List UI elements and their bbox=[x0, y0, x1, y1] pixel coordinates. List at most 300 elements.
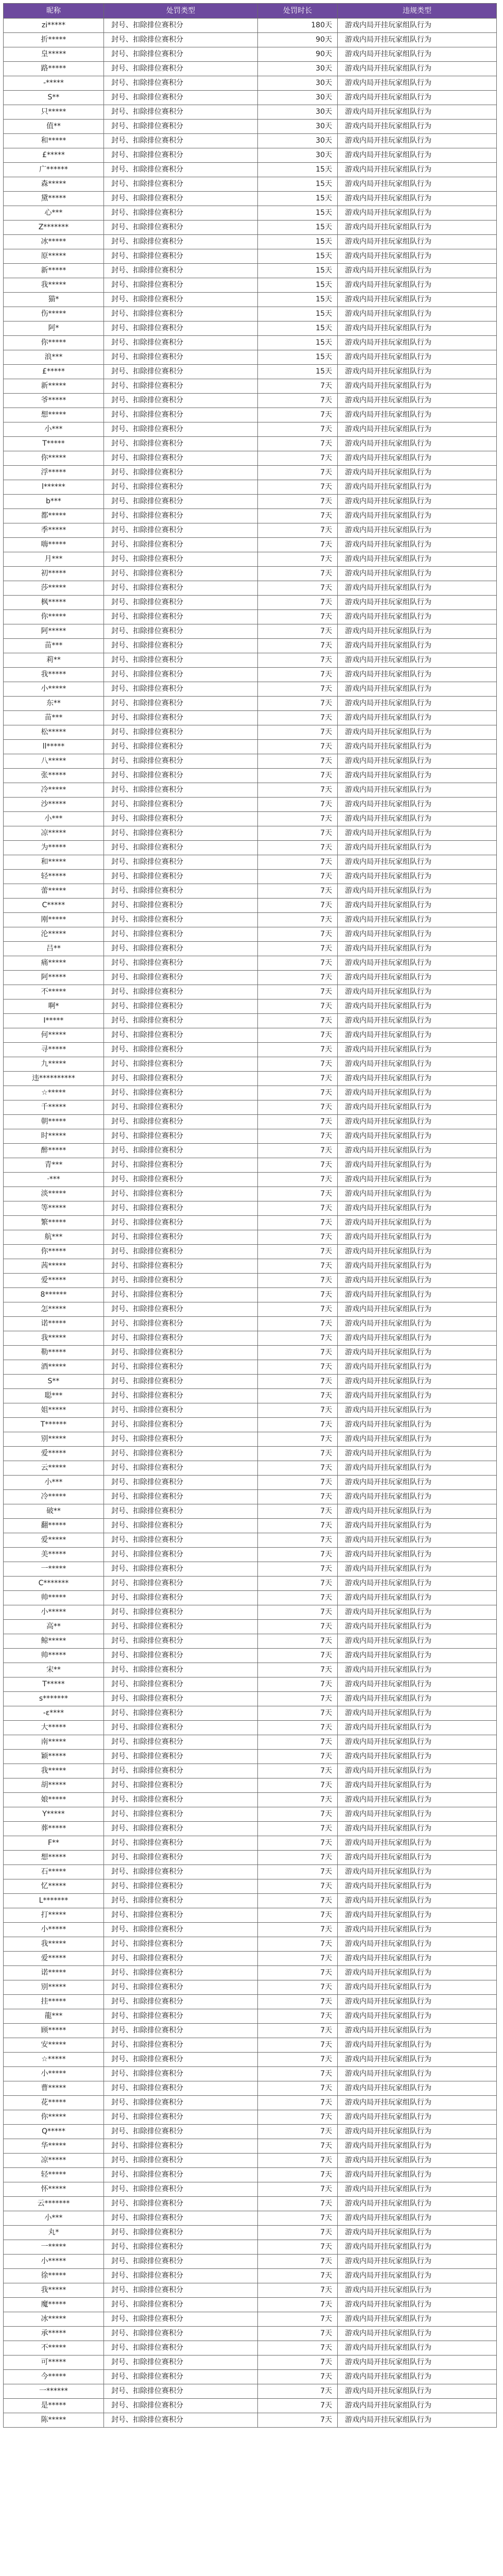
table-row bbox=[4, 913, 497, 927]
punishment-cell: 封号、扣除排位赛积分 bbox=[104, 1735, 258, 1750]
punishment-cell: 封号、扣除排位赛积分 bbox=[104, 249, 258, 264]
table-row bbox=[4, 509, 497, 523]
duration-cell: 7天 bbox=[258, 1721, 338, 1735]
nickname-cell: 莎***** bbox=[4, 581, 104, 596]
punishment-cell: 封号、扣除排位赛积分 bbox=[104, 1908, 258, 1923]
nickname-cell: -***** bbox=[4, 76, 104, 91]
punishment-cell: 封号、扣除排位赛积分 bbox=[104, 1129, 258, 1144]
duration-cell: 7天 bbox=[258, 798, 338, 812]
duration-cell: 7天 bbox=[258, 2096, 338, 2110]
nickname-cell: 我***** bbox=[4, 1764, 104, 1778]
nickname-cell: s******* bbox=[4, 1692, 104, 1706]
violation-cell: 游戏内局开挂玩家组队行为 bbox=[338, 1879, 497, 1894]
duration-cell: 15天 bbox=[258, 365, 338, 379]
punishment-cell: 封号、扣除排位赛积分 bbox=[104, 999, 258, 1014]
duration-cell: 7天 bbox=[258, 1187, 338, 1201]
nickname-cell: 美***** bbox=[4, 1548, 104, 1562]
duration-cell: 15天 bbox=[258, 307, 338, 321]
violation-cell: 游戏内局开挂玩家组队行为 bbox=[338, 1822, 497, 1836]
punishment-cell: 封号、扣除排位赛积分 bbox=[104, 1793, 258, 1807]
table-row bbox=[4, 495, 497, 509]
punishment-cell: 封号、扣除排位赛积分 bbox=[104, 552, 258, 567]
punishment-cell: 封号、扣除排位赛积分 bbox=[104, 509, 258, 523]
nickname-cell: 你***** bbox=[4, 451, 104, 466]
table-row bbox=[4, 1980, 497, 1995]
nickname-cell: 挂***** bbox=[4, 1995, 104, 2009]
punishment-cell: 封号、扣除排位赛积分 bbox=[104, 2168, 258, 2182]
table-row bbox=[4, 134, 497, 148]
violation-cell: 游戏内局开挂玩家组队行为 bbox=[338, 437, 497, 451]
punishment-cell: 封号、扣除排位赛积分 bbox=[104, 2053, 258, 2067]
duration-cell: 7天 bbox=[258, 1014, 338, 1028]
violation-cell: 游戏内局开挂玩家组队行为 bbox=[338, 1057, 497, 1072]
violation-cell: 游戏内局开挂玩家组队行为 bbox=[338, 2125, 497, 2139]
punishment-cell: 封号、扣除排位赛积分 bbox=[104, 2269, 258, 2283]
table-row bbox=[4, 249, 497, 264]
table-row bbox=[4, 33, 497, 47]
duration-cell: 7天 bbox=[258, 2327, 338, 2341]
punishment-cell: 封号、扣除排位赛积分 bbox=[104, 2211, 258, 2226]
table-row bbox=[4, 1764, 497, 1778]
duration-cell: 7天 bbox=[258, 2355, 338, 2370]
violation-cell: 游戏内局开挂玩家组队行为 bbox=[338, 1302, 497, 1317]
nickname-cell: 忆***** bbox=[4, 1879, 104, 1894]
nickname-cell: 今***** bbox=[4, 2370, 104, 2384]
duration-cell: 7天 bbox=[258, 1216, 338, 1230]
violation-cell: 游戏内局开挂玩家组队行为 bbox=[338, 2139, 497, 2154]
violation-cell: 游戏内局开挂玩家组队行为 bbox=[338, 942, 497, 956]
table-row bbox=[4, 2211, 497, 2226]
duration-cell: 7天 bbox=[258, 812, 338, 826]
punishment-cell: 封号、扣除排位赛积分 bbox=[104, 62, 258, 76]
duration-cell: 180天 bbox=[258, 19, 338, 33]
table-row bbox=[4, 2269, 497, 2283]
punishment-cell: 封号、扣除排位赛积分 bbox=[104, 1533, 258, 1548]
table-row bbox=[4, 76, 497, 91]
duration-cell: 7天 bbox=[258, 2399, 338, 2413]
duration-cell: 7天 bbox=[258, 408, 338, 422]
punishment-cell: 封号、扣除排位赛积分 bbox=[104, 1952, 258, 1966]
nickname-cell: 小***** bbox=[4, 682, 104, 697]
violation-cell: 游戏内局开挂玩家组队行为 bbox=[338, 971, 497, 985]
violation-cell: 游戏内局开挂玩家组队行为 bbox=[338, 2370, 497, 2384]
nickname-cell: 凉***** bbox=[4, 826, 104, 841]
violation-cell: 游戏内局开挂玩家组队行为 bbox=[338, 1447, 497, 1461]
duration-cell: 7天 bbox=[258, 1706, 338, 1721]
violation-cell: 游戏内局开挂玩家组队行为 bbox=[338, 682, 497, 697]
duration-cell: 7天 bbox=[258, 1375, 338, 1389]
violation-cell: 游戏内局开挂玩家组队行为 bbox=[338, 2096, 497, 2110]
nickname-cell: 沦***** bbox=[4, 927, 104, 942]
violation-cell: 游戏内局开挂玩家组队行为 bbox=[338, 2399, 497, 2413]
duration-cell: 7天 bbox=[258, 581, 338, 596]
table-row bbox=[4, 1706, 497, 1721]
punishment-cell: 封号、扣除排位赛积分 bbox=[104, 538, 258, 552]
punishment-cell: 封号、扣除排位赛积分 bbox=[104, 2355, 258, 2370]
punishment-cell: 封号、扣除排位赛积分 bbox=[104, 1490, 258, 1504]
punishment-cell: 封号、扣除排位赛积分 bbox=[104, 1173, 258, 1187]
punishment-cell: 封号、扣除排位赛积分 bbox=[104, 1216, 258, 1230]
table-row bbox=[4, 523, 497, 538]
table-row bbox=[4, 379, 497, 394]
table-row bbox=[4, 2053, 497, 2067]
table-row bbox=[4, 1129, 497, 1144]
violation-cell: 游戏内局开挂玩家组队行为 bbox=[338, 523, 497, 538]
duration-cell: 7天 bbox=[258, 1937, 338, 1952]
table-row bbox=[4, 2312, 497, 2327]
violation-cell: 游戏内局开挂玩家组队行为 bbox=[338, 321, 497, 336]
duration-cell: 7天 bbox=[258, 1158, 338, 1173]
punishment-cell: 封号、扣除排位赛积分 bbox=[104, 163, 258, 177]
duration-cell: 7天 bbox=[258, 826, 338, 841]
violation-cell: 游戏内局开挂玩家组队行为 bbox=[338, 1562, 497, 1577]
table-row bbox=[4, 350, 497, 365]
punishment-cell: 封号、扣除排位赛积分 bbox=[104, 1548, 258, 1562]
duration-cell: 7天 bbox=[258, 884, 338, 899]
duration-cell: 7天 bbox=[258, 1346, 338, 1360]
violation-cell: 游戏内局开挂玩家组队行为 bbox=[338, 1966, 497, 1980]
violation-cell: 游戏内局开挂玩家组队行为 bbox=[338, 1375, 497, 1389]
violation-cell: 游戏内局开挂玩家组队行为 bbox=[338, 379, 497, 394]
duration-cell: 7天 bbox=[258, 2067, 338, 2081]
nickname-cell: 8****** bbox=[4, 1288, 104, 1302]
duration-cell: 7天 bbox=[258, 2413, 338, 2428]
nickname-cell: ·*** bbox=[4, 1173, 104, 1187]
duration-cell: 7天 bbox=[258, 1043, 338, 1057]
nickname-cell: 颖***** bbox=[4, 1750, 104, 1764]
nickname-cell: 破** bbox=[4, 1504, 104, 1519]
nickname-cell: 小*** bbox=[4, 422, 104, 437]
nickname-cell: 花***** bbox=[4, 2096, 104, 2110]
table-row bbox=[4, 1937, 497, 1952]
violation-cell: 游戏内局开挂玩家组队行为 bbox=[338, 1403, 497, 1418]
punishment-cell: 封号、扣除排位赛积分 bbox=[104, 451, 258, 466]
nickname-cell: 鲸***** bbox=[4, 1634, 104, 1649]
duration-cell: 15天 bbox=[258, 235, 338, 249]
violation-cell: 游戏内局开挂玩家组队行为 bbox=[338, 1605, 497, 1620]
punishment-cell: 封号、扣除排位赛积分 bbox=[104, 1937, 258, 1952]
violation-cell: 游戏内局开挂玩家组队行为 bbox=[338, 1331, 497, 1346]
nickname-cell: 季***** bbox=[4, 523, 104, 538]
duration-cell: 7天 bbox=[258, 2053, 338, 2067]
table-row bbox=[4, 942, 497, 956]
punishment-cell: 封号、扣除排位赛积分 bbox=[104, 1274, 258, 1288]
table-row bbox=[4, 826, 497, 841]
table-row bbox=[4, 1057, 497, 1072]
duration-cell: 7天 bbox=[258, 1663, 338, 1677]
punishment-cell: 封号、扣除排位赛积分 bbox=[104, 1389, 258, 1403]
duration-cell: 7天 bbox=[258, 1028, 338, 1043]
duration-cell: 7天 bbox=[258, 1562, 338, 1577]
punishment-cell: 封号、扣除排位赛积分 bbox=[104, 2182, 258, 2197]
punishment-cell: 封号、扣除排位赛积分 bbox=[104, 1375, 258, 1389]
table-row bbox=[4, 2197, 497, 2211]
table-row bbox=[4, 62, 497, 76]
nickname-cell: 南***** bbox=[4, 1735, 104, 1750]
nickname-cell: 我***** bbox=[4, 1937, 104, 1952]
punishment-cell: 封号、扣除排位赛积分 bbox=[104, 76, 258, 91]
nickname-cell: 帅***** bbox=[4, 1591, 104, 1605]
nickname-cell: 值** bbox=[4, 120, 104, 134]
duration-cell: 7天 bbox=[258, 1288, 338, 1302]
table-row bbox=[4, 971, 497, 985]
duration-cell: 7天 bbox=[258, 1432, 338, 1447]
table-row bbox=[4, 1201, 497, 1216]
table-row bbox=[4, 956, 497, 971]
table-row bbox=[4, 2370, 497, 2384]
violation-cell: 游戏内局开挂玩家组队行为 bbox=[338, 206, 497, 221]
nickname-cell: 八***** bbox=[4, 754, 104, 769]
nickname-cell: 勒***** bbox=[4, 1346, 104, 1360]
table-row bbox=[4, 2327, 497, 2341]
violation-cell: 游戏内局开挂玩家组队行为 bbox=[338, 740, 497, 754]
violation-cell: 游戏内局开挂玩家组队行为 bbox=[338, 1115, 497, 1129]
nickname-cell: 航*** bbox=[4, 1230, 104, 1245]
punishment-cell: 封号、扣除排位赛积分 bbox=[104, 177, 258, 192]
duration-cell: 7天 bbox=[258, 754, 338, 769]
punishment-cell: 封号、扣除排位赛积分 bbox=[104, 1201, 258, 1216]
table-row bbox=[4, 653, 497, 668]
punishment-cell: 封号、扣除排位赛积分 bbox=[104, 1807, 258, 1822]
punishment-cell: 封号、扣除排位赛积分 bbox=[104, 1692, 258, 1706]
violation-cell: 游戏内局开挂玩家组队行为 bbox=[338, 1216, 497, 1230]
table-row bbox=[4, 148, 497, 163]
duration-cell: 7天 bbox=[258, 1274, 338, 1288]
duration-cell: 7天 bbox=[258, 437, 338, 451]
table-row bbox=[4, 19, 497, 33]
punishment-cell: 封号、扣除排位赛积分 bbox=[104, 1043, 258, 1057]
violation-cell: 游戏内局开挂玩家组队行为 bbox=[338, 1360, 497, 1375]
punishment-cell: 封号、扣除排位赛积分 bbox=[104, 365, 258, 379]
nickname-cell: 爱***** bbox=[4, 1533, 104, 1548]
nickname-cell: 曹***** bbox=[4, 2081, 104, 2096]
violation-cell: 游戏内局开挂玩家组队行为 bbox=[338, 2024, 497, 2038]
table-row bbox=[4, 1158, 497, 1173]
nickname-cell: 你***** bbox=[4, 610, 104, 624]
nickname-cell: 爷***** bbox=[4, 394, 104, 408]
nickname-cell: £***** bbox=[4, 365, 104, 379]
duration-cell: 7天 bbox=[258, 466, 338, 480]
duration-cell: 7天 bbox=[258, 725, 338, 740]
violation-cell: 游戏内局开挂玩家组队行为 bbox=[338, 62, 497, 76]
violation-cell: 游戏内局开挂玩家组队行为 bbox=[338, 1259, 497, 1274]
violation-cell: 游戏内局开挂玩家组队行为 bbox=[338, 509, 497, 523]
duration-cell: 7天 bbox=[258, 1245, 338, 1259]
table-row bbox=[4, 2024, 497, 2038]
punishment-cell: 封号、扣除排位赛积分 bbox=[104, 408, 258, 422]
nickname-cell: 心*** bbox=[4, 206, 104, 221]
duration-cell: 30天 bbox=[258, 76, 338, 91]
punishment-cell: 封号、扣除排位赛积分 bbox=[104, 1447, 258, 1461]
nickname-cell: 寻***** bbox=[4, 1043, 104, 1057]
punishment-cell: 封号、扣除排位赛积分 bbox=[104, 1519, 258, 1533]
duration-cell: 7天 bbox=[258, 567, 338, 581]
violation-cell: 游戏内局开挂玩家组队行为 bbox=[338, 610, 497, 624]
violation-cell: 游戏内局开挂玩家组队行为 bbox=[338, 2269, 497, 2283]
duration-cell: 7天 bbox=[258, 927, 338, 942]
nickname-cell: 酒***** bbox=[4, 1360, 104, 1375]
table-row bbox=[4, 1375, 497, 1389]
nickname-cell: T****** bbox=[4, 1418, 104, 1432]
table-row bbox=[4, 2298, 497, 2312]
violation-cell: 游戏内局开挂玩家组队行为 bbox=[338, 2168, 497, 2182]
violation-cell: 游戏内局开挂玩家组队行为 bbox=[338, 1735, 497, 1750]
table-row bbox=[4, 1187, 497, 1201]
punishment-cell: 封号、扣除排位赛积分 bbox=[104, 120, 258, 134]
violation-cell: 游戏内局开挂玩家组队行为 bbox=[338, 235, 497, 249]
nickname-cell: F** bbox=[4, 1836, 104, 1851]
violation-cell: 游戏内局开挂玩家组队行为 bbox=[338, 668, 497, 682]
violation-cell: 游戏内局开挂玩家组队行为 bbox=[338, 1187, 497, 1201]
violation-cell: 游戏内局开挂玩家组队行为 bbox=[338, 913, 497, 927]
table-row bbox=[4, 105, 497, 120]
nickname-cell: zi***** bbox=[4, 19, 104, 33]
nickname-cell: £***** bbox=[4, 148, 104, 163]
punishment-cell: 封号、扣除排位赛积分 bbox=[104, 19, 258, 33]
violation-cell: 游戏内局开挂玩家组队行为 bbox=[338, 2327, 497, 2341]
header-nickname: 昵称 bbox=[4, 4, 104, 19]
violation-cell: 游戏内局开挂玩家组队行为 bbox=[338, 1043, 497, 1057]
duration-cell: 7天 bbox=[258, 1634, 338, 1649]
violation-cell: 游戏内局开挂玩家组队行为 bbox=[338, 1980, 497, 1995]
table-row bbox=[4, 1966, 497, 1980]
duration-cell: 15天 bbox=[258, 221, 338, 235]
punishment-cell: 封号、扣除排位赛积分 bbox=[104, 1072, 258, 1086]
nickname-cell: T***** bbox=[4, 1677, 104, 1692]
violation-cell: 游戏内局开挂玩家组队行为 bbox=[338, 870, 497, 884]
nickname-cell: 我***** bbox=[4, 2283, 104, 2298]
duration-cell: 7天 bbox=[258, 1807, 338, 1822]
duration-cell: 7天 bbox=[258, 2110, 338, 2125]
table-row bbox=[4, 740, 497, 754]
table-row bbox=[4, 581, 497, 596]
punishment-cell: 封号、扣除排位赛积分 bbox=[104, 754, 258, 769]
duration-cell: 7天 bbox=[258, 2125, 338, 2139]
header-violation-type: 违规类型 bbox=[338, 4, 497, 19]
punishment-cell: 封号、扣除排位赛积分 bbox=[104, 1620, 258, 1634]
table-row bbox=[4, 999, 497, 1014]
violation-cell: 游戏内局开挂玩家组队行为 bbox=[338, 1692, 497, 1706]
violation-cell: 游戏内局开挂玩家组队行为 bbox=[338, 1649, 497, 1663]
table-row bbox=[4, 1346, 497, 1360]
header-row bbox=[4, 4, 497, 19]
duration-cell: 7天 bbox=[258, 1331, 338, 1346]
punishment-cell: 封号、扣除排位赛积分 bbox=[104, 2399, 258, 2413]
punishment-cell: 封号、扣除排位赛积分 bbox=[104, 1591, 258, 1605]
violation-cell: 游戏内局开挂玩家组队行为 bbox=[338, 826, 497, 841]
punishment-cell: 封号、扣除排位赛积分 bbox=[104, 610, 258, 624]
duration-cell: 7天 bbox=[258, 711, 338, 725]
duration-cell: 7天 bbox=[258, 855, 338, 870]
duration-cell: 7天 bbox=[258, 639, 338, 653]
duration-cell: 7天 bbox=[258, 2154, 338, 2168]
punishment-cell: 封号、扣除排位赛积分 bbox=[104, 495, 258, 509]
nickname-cell: 浮***** bbox=[4, 466, 104, 480]
nickname-cell: 苗*** bbox=[4, 711, 104, 725]
punishment-cell: 封号、扣除排位赛积分 bbox=[104, 697, 258, 711]
violation-cell: 游戏内局开挂玩家组队行为 bbox=[338, 1158, 497, 1173]
nickname-cell: 想***** bbox=[4, 408, 104, 422]
violation-cell: 游戏内局开挂玩家组队行为 bbox=[338, 33, 497, 47]
violation-cell: 游戏内局开挂玩家组队行为 bbox=[338, 884, 497, 899]
table-row bbox=[4, 1115, 497, 1129]
table-body bbox=[4, 19, 497, 2428]
duration-cell: 7天 bbox=[258, 379, 338, 394]
table-row bbox=[4, 769, 497, 783]
violation-cell: 游戏内局开挂玩家组队行为 bbox=[338, 812, 497, 826]
table-row bbox=[4, 2168, 497, 2182]
violation-cell: 游戏内局开挂玩家组队行为 bbox=[338, 596, 497, 610]
punishment-cell: 封号、扣除排位赛积分 bbox=[104, 148, 258, 163]
violation-cell: 游戏内局开挂玩家组队行为 bbox=[338, 985, 497, 999]
table-row bbox=[4, 1504, 497, 1519]
duration-cell: 30天 bbox=[258, 134, 338, 148]
table-row bbox=[4, 91, 497, 105]
nickname-cell: 冰***** bbox=[4, 2312, 104, 2327]
duration-cell: 7天 bbox=[258, 1461, 338, 1476]
nickname-cell: 伤***** bbox=[4, 307, 104, 321]
table-row bbox=[4, 2255, 497, 2269]
punishment-cell: 封号、扣除排位赛积分 bbox=[104, 480, 258, 495]
table-row bbox=[4, 1302, 497, 1317]
violation-cell: 游戏内局开挂玩家组队行为 bbox=[338, 221, 497, 235]
punishment-cell: 封号、扣除排位赛积分 bbox=[104, 927, 258, 942]
punishment-cell: 封号、扣除排位赛积分 bbox=[104, 1706, 258, 1721]
nickname-cell: 广****** bbox=[4, 163, 104, 177]
nickname-cell: 阿* bbox=[4, 321, 104, 336]
violation-cell: 游戏内局开挂玩家组队行为 bbox=[338, 2413, 497, 2428]
punishment-cell: 封号、扣除排位赛积分 bbox=[104, 235, 258, 249]
violation-cell: 游戏内局开挂玩家组队行为 bbox=[338, 1245, 497, 1259]
table-row bbox=[4, 321, 497, 336]
punishment-cell: 封号、扣除排位赛积分 bbox=[104, 567, 258, 581]
table-row bbox=[4, 1230, 497, 1245]
duration-cell: 7天 bbox=[258, 1735, 338, 1750]
violation-cell: 游戏内局开挂玩家组队行为 bbox=[338, 1908, 497, 1923]
violation-cell: 游戏内局开挂玩家组队行为 bbox=[338, 1230, 497, 1245]
punishment-cell: 封号、扣除排位赛积分 bbox=[104, 1980, 258, 1995]
duration-cell: 90天 bbox=[258, 33, 338, 47]
punishment-cell: 封号、扣除排位赛积分 bbox=[104, 884, 258, 899]
nickname-cell: 青*** bbox=[4, 1158, 104, 1173]
violation-cell: 游戏内局开挂玩家组队行为 bbox=[338, 2154, 497, 2168]
punishment-cell: 封号、扣除排位赛积分 bbox=[104, 466, 258, 480]
table-row bbox=[4, 2139, 497, 2154]
table-row bbox=[4, 1331, 497, 1346]
duration-cell: 7天 bbox=[258, 624, 338, 639]
table-row bbox=[4, 1952, 497, 1966]
duration-cell: 7天 bbox=[258, 697, 338, 711]
nickname-cell: 一****** bbox=[4, 2384, 104, 2399]
nickname-cell: 云******* bbox=[4, 2197, 104, 2211]
table-row bbox=[4, 1418, 497, 1432]
table-row bbox=[4, 783, 497, 798]
violation-cell: 游戏内局开挂玩家组队行为 bbox=[338, 293, 497, 307]
table-row bbox=[4, 1432, 497, 1447]
nickname-cell: 怀***** bbox=[4, 2182, 104, 2197]
violation-cell: 游戏内局开挂玩家组队行为 bbox=[338, 1317, 497, 1331]
table-row bbox=[4, 610, 497, 624]
violation-cell: 游戏内局开挂玩家组队行为 bbox=[338, 1519, 497, 1533]
duration-cell: 15天 bbox=[258, 206, 338, 221]
table-row bbox=[4, 221, 497, 235]
punishment-cell: 封号、扣除排位赛积分 bbox=[104, 2038, 258, 2053]
nickname-cell: 打***** bbox=[4, 1908, 104, 1923]
nickname-cell: 只***** bbox=[4, 105, 104, 120]
punishment-cell: 封号、扣除排位赛积分 bbox=[104, 1879, 258, 1894]
violation-cell: 游戏内局开挂玩家组队行为 bbox=[338, 639, 497, 653]
violation-cell: 游戏内局开挂玩家组队行为 bbox=[338, 495, 497, 509]
